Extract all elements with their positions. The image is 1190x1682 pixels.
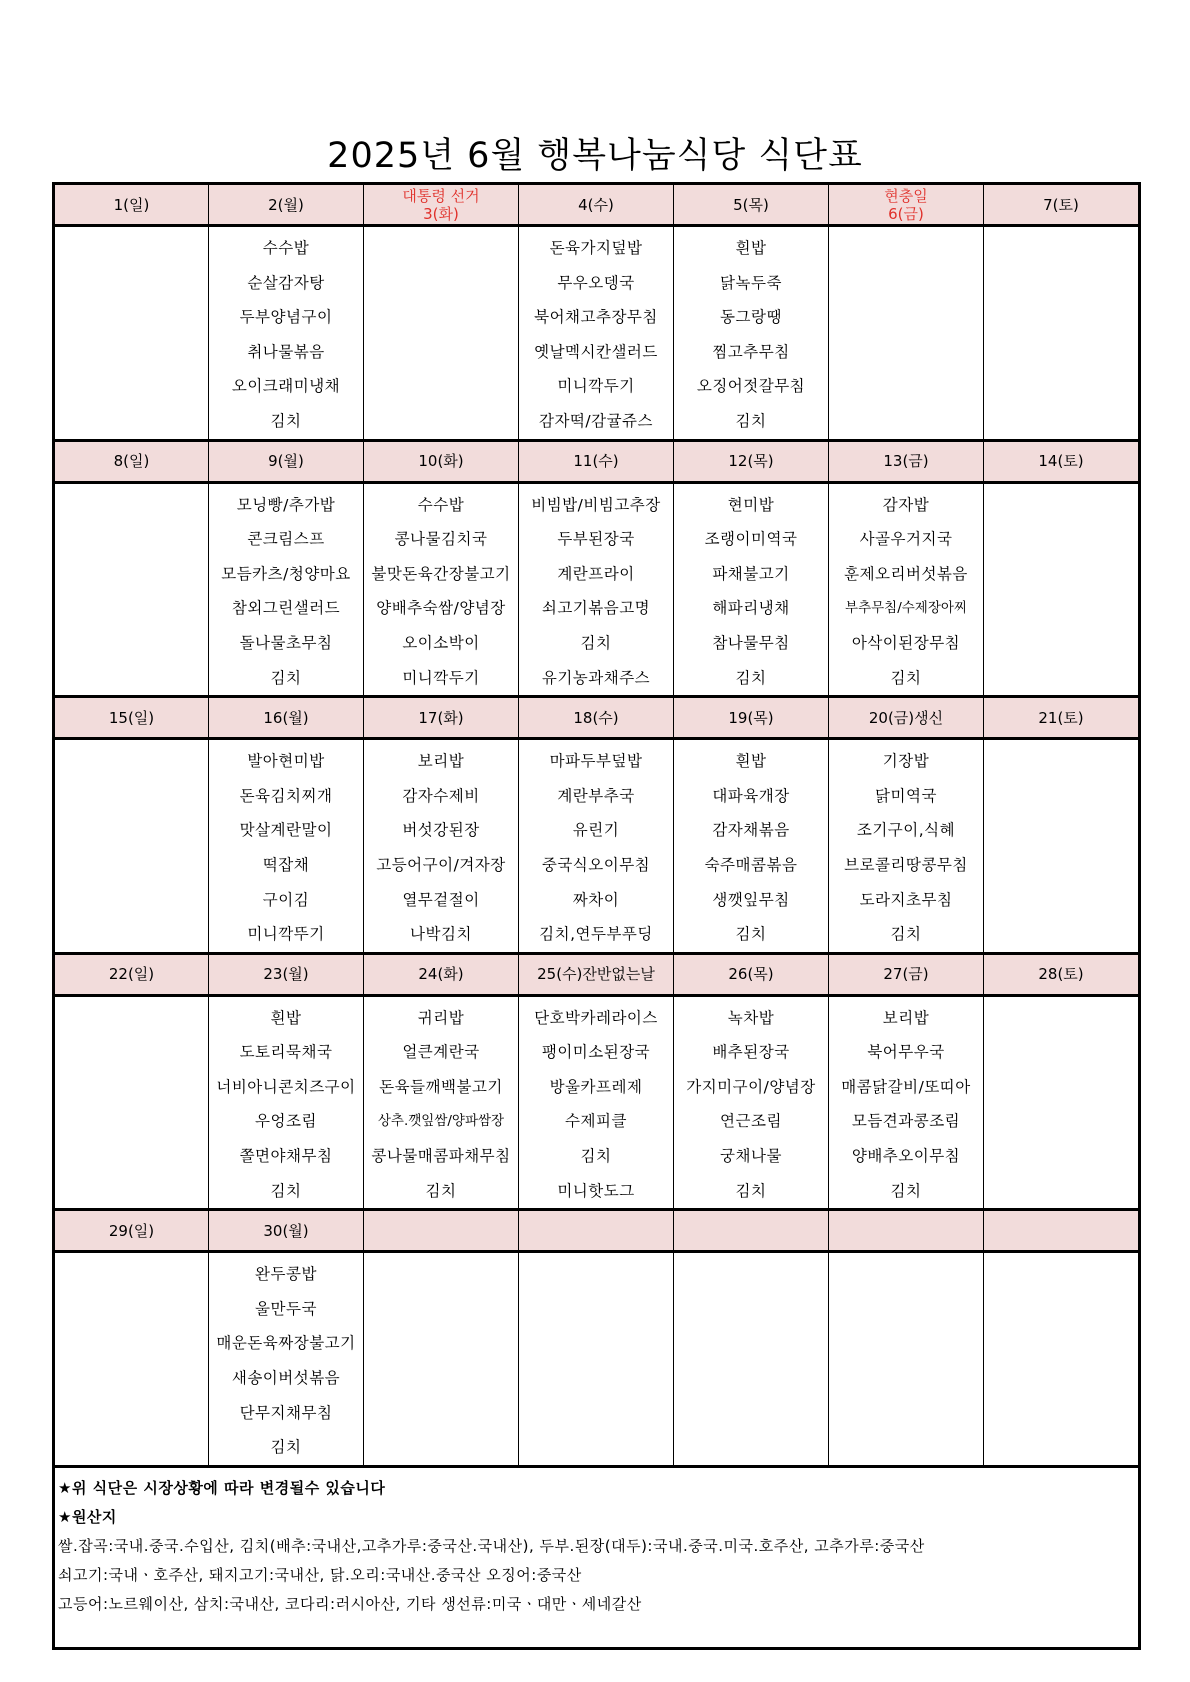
menu-item: 배추된장국 bbox=[712, 1043, 790, 1062]
menu-item: 김치 bbox=[735, 1181, 767, 1200]
day-header: 20(금)생신 bbox=[829, 697, 984, 739]
day-menu-cell bbox=[829, 1252, 984, 1467]
day-menu-cell bbox=[829, 482, 984, 697]
menu-item: 마파두부덮밥 bbox=[549, 752, 643, 771]
day-menu-cell bbox=[674, 482, 829, 697]
menu-item: 중국식오이무침 bbox=[541, 855, 651, 874]
menu-item: 유린기 bbox=[572, 821, 620, 840]
day-menu-cell bbox=[674, 1252, 829, 1467]
day-header: 5(목) bbox=[674, 184, 829, 226]
day-menu-cell bbox=[364, 739, 519, 954]
menu-item: 두부된장국 bbox=[557, 530, 635, 549]
menu-item: 순살감자탕 bbox=[247, 273, 325, 292]
day-menu-cell bbox=[54, 482, 209, 697]
notes-origin-line: 고등어:노르웨이산, 삼치:국내산, 코다리:러시아산, 기타 생선류:미국ㆍ대만ㆍ세네갈산 bbox=[58, 1594, 642, 1613]
notes-box bbox=[52, 1468, 1141, 1650]
menu-item: 돈육가지덮밥 bbox=[549, 239, 643, 257]
week-header-row bbox=[54, 953, 1140, 995]
day-header: 2(월) bbox=[209, 184, 364, 226]
menu-item: 감자수제비 bbox=[402, 786, 480, 805]
day-menu-cell bbox=[209, 226, 364, 441]
menu-item: 보리밥 bbox=[882, 1008, 930, 1027]
menu-item: 두부양념구이 bbox=[239, 308, 333, 327]
menu-item: 열무겉절이 bbox=[402, 890, 480, 909]
menu-item: 흰밥 bbox=[270, 1008, 302, 1027]
day-header: 13(금) bbox=[829, 440, 984, 482]
menu-item: 사골우거지국 bbox=[859, 530, 953, 549]
menu-item: 미니깍두기 bbox=[557, 377, 635, 396]
menu-item: 김치 bbox=[270, 1438, 302, 1457]
menu-item: 단호박카레라이스 bbox=[534, 1008, 658, 1027]
day-header: 22(일) bbox=[54, 953, 209, 995]
menu-item: 미니깍뚜기 bbox=[247, 925, 325, 944]
day-menu-cell bbox=[829, 995, 984, 1210]
day-header: 14(토) bbox=[984, 440, 1140, 482]
day-header: 15(일) bbox=[54, 697, 209, 739]
menu-item: 찜고추무침 bbox=[712, 342, 790, 361]
day-header: 12(목) bbox=[674, 440, 829, 482]
day-header bbox=[984, 1210, 1140, 1252]
day-header: 25(수)잔반없는날 bbox=[519, 953, 674, 995]
day-header: 8(일) bbox=[54, 440, 209, 482]
menu-item: 감자밥 bbox=[882, 495, 930, 514]
menu-item: 계란프라이 bbox=[557, 564, 635, 583]
day-header: 30(월) bbox=[209, 1210, 364, 1252]
menu-item: 모듬견과콩조림 bbox=[851, 1112, 961, 1131]
menu-item: 양배추숙쌈/양념장 bbox=[376, 599, 506, 618]
menu-item: 김치 bbox=[735, 668, 767, 687]
menu-item: 옛날멕시칸샐러드 bbox=[534, 342, 658, 361]
day-menu-cell bbox=[984, 739, 1140, 954]
menu-item: 북어채고추장무침 bbox=[534, 308, 658, 327]
day-menu-cell bbox=[984, 995, 1140, 1210]
day-header bbox=[519, 1210, 674, 1252]
menu-item: 조랭이미역국 bbox=[704, 530, 798, 549]
menu-item: 도토리묵채국 bbox=[239, 1043, 333, 1062]
menu-item: 동그랑땡 bbox=[720, 308, 782, 327]
menu-item: 오이소박이 bbox=[402, 633, 480, 652]
menu-item: 너비아니콘치즈구이 bbox=[216, 1077, 356, 1096]
day-header bbox=[674, 1210, 829, 1252]
menu-item: 김치 bbox=[270, 1181, 302, 1200]
menu-item: 닭녹두죽 bbox=[720, 273, 782, 292]
menu-item: 맛살계란말이 bbox=[239, 821, 333, 840]
menu-item: 궁채나물 bbox=[720, 1147, 782, 1166]
day-header: 18(수) bbox=[519, 697, 674, 739]
menu-item: 참나물무침 bbox=[712, 633, 790, 652]
menu-item: 모닝빵/추가밥 bbox=[236, 495, 336, 514]
day-header bbox=[364, 184, 519, 226]
day-menu-cell bbox=[54, 226, 209, 441]
menu-item: 김치,연두부푸딩 bbox=[539, 925, 653, 944]
day-header: 29(일) bbox=[54, 1210, 209, 1252]
menu-item: 아삭이된장무침 bbox=[851, 633, 961, 652]
menu-table bbox=[52, 182, 1141, 1468]
menu-item: 김치 bbox=[270, 668, 302, 687]
day-menu-cell bbox=[674, 739, 829, 954]
day-label: 6(금) bbox=[888, 204, 924, 223]
menu-item: 상추.깻잎쌈/양파쌈장 bbox=[377, 1113, 505, 1130]
day-menu-cell bbox=[209, 1252, 364, 1467]
menu-item: 콩나물김치국 bbox=[394, 530, 488, 549]
menu-item: 울만두국 bbox=[255, 1299, 317, 1318]
menu-item: 훈제오리버섯볶음 bbox=[844, 564, 968, 583]
menu-item: 구이김 bbox=[262, 890, 310, 909]
menu-item: 도라지초무침 bbox=[859, 890, 953, 909]
menu-item: 수수밥 bbox=[417, 495, 465, 514]
day-menu-cell bbox=[54, 1252, 209, 1467]
day-menu-cell bbox=[364, 995, 519, 1210]
menu-item: 닭미역국 bbox=[875, 786, 937, 805]
menu-item: 매운돈육짜장불고기 bbox=[216, 1334, 356, 1353]
menu-item: 발아현미밥 bbox=[247, 752, 325, 771]
menu-item: 콘크림스프 bbox=[247, 530, 325, 549]
menu-item: 돌나물초무침 bbox=[239, 633, 333, 652]
week-menu-row bbox=[54, 995, 1140, 1210]
day-menu-cell bbox=[364, 1252, 519, 1467]
menu-item: 수수밥 bbox=[262, 239, 310, 257]
day-header: 26(목) bbox=[674, 953, 829, 995]
day-header: 7(토) bbox=[984, 184, 1140, 226]
menu-item: 기장밥 bbox=[882, 752, 930, 771]
menu-item: 파채불고기 bbox=[712, 564, 790, 583]
day-menu-cell bbox=[519, 226, 674, 441]
notes-change-notice: ★위 식단은 시장상황에 따라 변경될수 있습니다 bbox=[58, 1478, 386, 1497]
menu-item: 현미밥 bbox=[727, 495, 775, 514]
day-menu-cell bbox=[519, 739, 674, 954]
menu-item: 단무지채무침 bbox=[239, 1403, 333, 1422]
menu-item: 오징어젓갈무침 bbox=[696, 377, 806, 396]
menu-item: 흰밥 bbox=[735, 752, 767, 771]
menu-item: 해파리냉채 bbox=[712, 599, 790, 618]
menu-item: 수제피클 bbox=[565, 1112, 627, 1131]
menu-item: 미니깍두기 bbox=[402, 668, 480, 687]
day-header: 28(토) bbox=[984, 953, 1140, 995]
menu-calendar bbox=[52, 182, 1138, 1650]
day-menu-cell bbox=[209, 995, 364, 1210]
day-menu-cell bbox=[54, 995, 209, 1210]
week-header-row bbox=[54, 440, 1140, 482]
menu-item: 새송이버섯볶음 bbox=[231, 1369, 341, 1388]
menu-item: 보리밥 bbox=[417, 752, 465, 771]
day-header: 4(수) bbox=[519, 184, 674, 226]
week-header-row bbox=[54, 697, 1140, 739]
day-menu-cell bbox=[519, 995, 674, 1210]
day-header: 19(목) bbox=[674, 697, 829, 739]
day-menu-cell bbox=[674, 995, 829, 1210]
menu-item: 무우오뎅국 bbox=[557, 273, 635, 292]
day-header: 16(월) bbox=[209, 697, 364, 739]
menu-item: 김치 bbox=[425, 1181, 457, 1200]
week-header-row bbox=[54, 184, 1140, 226]
day-menu-cell bbox=[519, 1252, 674, 1467]
menu-item: 귀리밥 bbox=[417, 1008, 465, 1027]
menu-item: 부추무침/수제장아찌 bbox=[845, 600, 967, 617]
day-label: 3(화) bbox=[423, 204, 459, 223]
day-menu-cell bbox=[364, 226, 519, 441]
notes-origin-heading: ★원산지 bbox=[58, 1507, 117, 1526]
menu-item: 버섯강된장 bbox=[402, 821, 480, 840]
day-header: 27(금) bbox=[829, 953, 984, 995]
menu-item: 매콤닭갈비/또띠아 bbox=[841, 1077, 971, 1096]
menu-item: 조기구이,식혜 bbox=[856, 821, 956, 840]
day-header: 24(화) bbox=[364, 953, 519, 995]
menu-item: 생깻잎무침 bbox=[712, 890, 790, 909]
menu-item: 비빔밥/비빔고추장 bbox=[531, 495, 661, 514]
menu-item: 김치 bbox=[735, 925, 767, 944]
day-header bbox=[364, 1210, 519, 1252]
menu-item: 김치 bbox=[580, 633, 612, 652]
menu-item: 계란부추국 bbox=[557, 786, 635, 805]
notes-origin-line: 쌀.잡곡:국내.중국.수입산, 김치(배추:국내산,고추가루:중국산.국내산), 두부.된장(대두):국내.중국.미국.호주산, 고추가루:중국산 bbox=[58, 1536, 925, 1555]
menu-item: 떡잡채 bbox=[262, 855, 310, 874]
day-menu-cell bbox=[984, 482, 1140, 697]
day-header: 21(토) bbox=[984, 697, 1140, 739]
menu-item: 대파육개장 bbox=[712, 786, 790, 805]
menu-item: 우엉조림 bbox=[255, 1112, 317, 1131]
day-header: 17(화) bbox=[364, 697, 519, 739]
menu-item: 방울카프레제 bbox=[549, 1077, 643, 1096]
menu-item: 콩나물매콤파채무침 bbox=[371, 1147, 511, 1166]
menu-item: 브로콜리땅콩무침 bbox=[844, 855, 968, 874]
menu-item: 불맛돈육간장불고기 bbox=[371, 564, 511, 583]
week-menu-row bbox=[54, 226, 1140, 441]
day-header: 9(월) bbox=[209, 440, 364, 482]
day-header: 23(월) bbox=[209, 953, 364, 995]
page-title: 2025년 6월 행복나눔식당 식단표 bbox=[327, 136, 863, 176]
day-header: 1(일) bbox=[54, 184, 209, 226]
menu-item: 완두콩밥 bbox=[255, 1265, 317, 1284]
menu-item: 얼큰계란국 bbox=[402, 1043, 480, 1062]
day-menu-cell bbox=[984, 226, 1140, 441]
menu-item: 오이크래미냉채 bbox=[231, 377, 341, 396]
menu-item: 북어무우국 bbox=[867, 1043, 945, 1062]
day-menu-cell bbox=[829, 739, 984, 954]
menu-item: 미니핫도그 bbox=[557, 1181, 635, 1200]
menu-item: 연근조림 bbox=[720, 1112, 782, 1131]
week-menu-row bbox=[54, 739, 1140, 954]
day-header bbox=[829, 1210, 984, 1252]
notes-origin-line: 쇠고기:국내ㆍ호주산, 돼지고기:국내산, 닭.오리:국내산.중국산 오징어:중국산 bbox=[58, 1565, 582, 1584]
menu-item: 감자떡/감귤쥬스 bbox=[538, 411, 654, 430]
menu-item: 김치 bbox=[580, 1147, 612, 1166]
menu-item: 감자채볶음 bbox=[712, 821, 790, 840]
week-header-row bbox=[54, 1210, 1140, 1252]
menu-item: 쇠고기볶음고명 bbox=[541, 599, 651, 618]
menu-item: 짜차이 bbox=[572, 890, 620, 909]
menu-item: 고등어구이/겨자장 bbox=[376, 855, 506, 874]
day-menu-cell bbox=[829, 226, 984, 441]
menu-item: 녹차밥 bbox=[727, 1008, 775, 1027]
day-menu-cell bbox=[209, 739, 364, 954]
menu-item: 나박김치 bbox=[410, 925, 472, 944]
day-menu-cell bbox=[984, 1252, 1140, 1467]
menu-item: 김치 bbox=[890, 925, 922, 944]
menu-item: 쫄면야채무침 bbox=[239, 1147, 333, 1166]
week-menu-row bbox=[54, 482, 1140, 697]
menu-item: 김치 bbox=[735, 411, 767, 430]
menu-item: 참외그린샐러드 bbox=[231, 599, 341, 618]
holiday-name: 현충일 bbox=[884, 186, 928, 205]
menu-item: 숙주매콤볶음 bbox=[704, 855, 798, 874]
menu-item: 김치 bbox=[270, 411, 302, 430]
day-menu-cell bbox=[674, 226, 829, 441]
day-header: 11(수) bbox=[519, 440, 674, 482]
day-menu-cell bbox=[209, 482, 364, 697]
menu-item: 가지미구이/양념장 bbox=[686, 1077, 816, 1096]
menu-item: 돈육들깨백불고기 bbox=[379, 1077, 503, 1096]
menu-item: 양배추오이무침 bbox=[851, 1147, 961, 1166]
day-menu-cell bbox=[54, 739, 209, 954]
holiday-name: 대통령 선거 bbox=[402, 186, 480, 205]
menu-item: 모듬카츠/청양마요 bbox=[221, 564, 351, 583]
day-header bbox=[829, 184, 984, 226]
day-menu-cell bbox=[519, 482, 674, 697]
menu-item: 김치 bbox=[890, 1181, 922, 1200]
menu-item: 김치 bbox=[890, 668, 922, 687]
week-menu-row bbox=[54, 1252, 1140, 1467]
day-menu-cell bbox=[364, 482, 519, 697]
day-header: 10(화) bbox=[364, 440, 519, 482]
menu-item: 팽이미소된장국 bbox=[541, 1043, 651, 1062]
menu-item: 돈육김치찌개 bbox=[239, 786, 333, 805]
menu-item: 유기농과채주스 bbox=[541, 668, 651, 687]
menu-item: 취나물볶음 bbox=[247, 342, 325, 361]
menu-item: 흰밥 bbox=[735, 239, 767, 257]
